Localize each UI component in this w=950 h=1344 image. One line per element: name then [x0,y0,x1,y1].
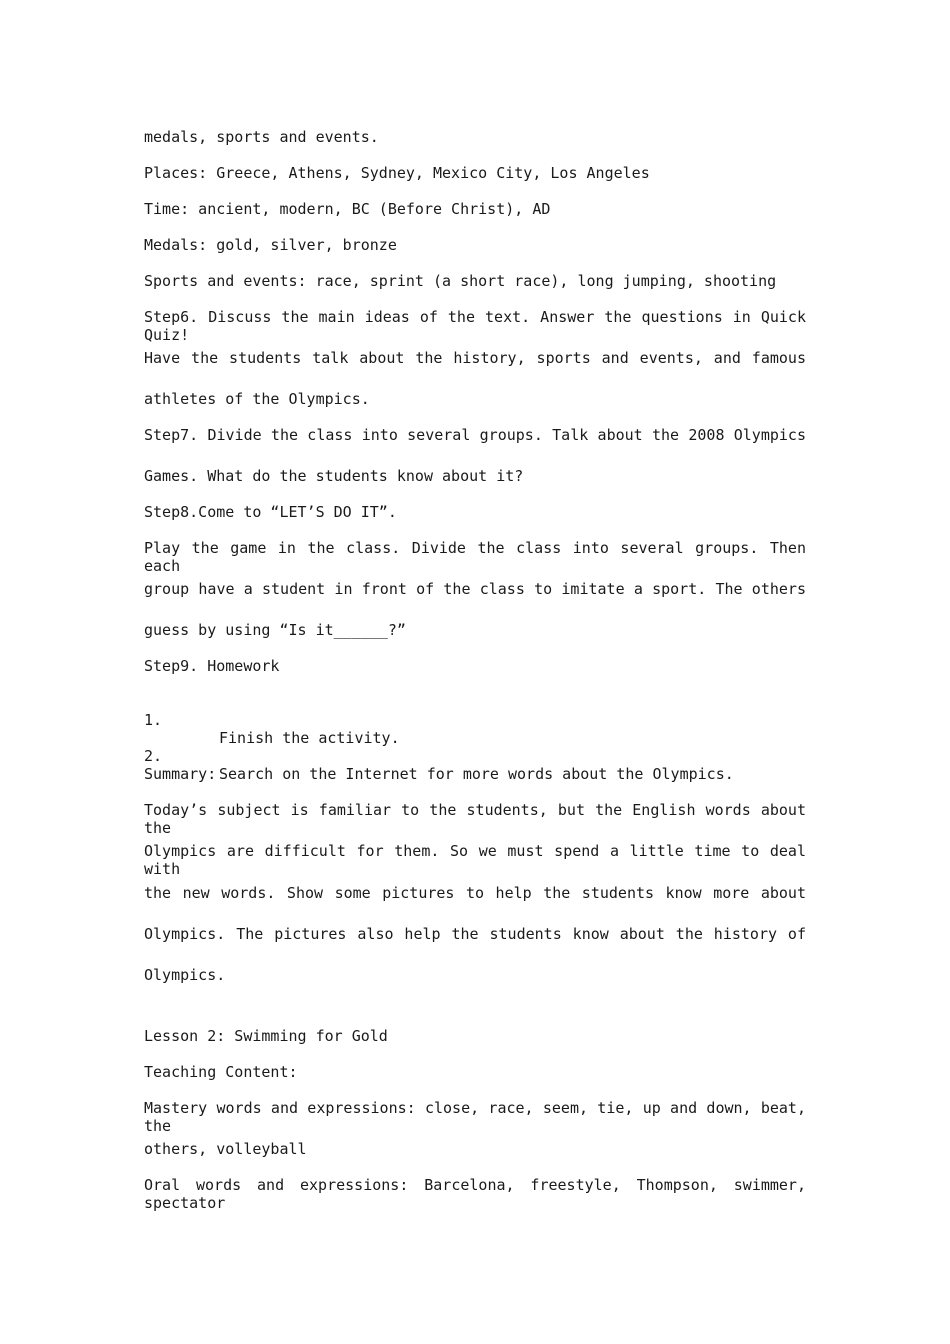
text-line: group have a student in front of the class to imitate a sport. The others [144,580,806,598]
text-line: Oral words and expressions: Barcelona, freestyle, Thompson, swimmer, spectator [144,1176,806,1212]
list-number: 1. [144,711,163,729]
text-line: Step7. Divide the class into several groups. Talk about the 2008 Olympics [144,426,806,444]
list-text: Finish the activity. [219,729,400,747]
text-line: Step6. Discuss the main ideas of the text. Answer the questions in Quick Quiz! [144,308,806,344]
text-line: others, volleyball [144,1140,307,1158]
text-line: Olympics. The pictures also help the students know about the history of [144,925,806,943]
text-line: guess by using “Is it______?” [144,621,406,639]
homework-item [144,729,806,801]
list-text: Search on the Internet for more words about the Olympics. [219,765,734,783]
text-line: Games. What do the students know about it? [144,467,524,485]
text-line: Time: ancient, modern, BC (Before Christ), AD [144,200,551,218]
text-line: Today’s subject is familiar to the students, but the English words about the [144,801,806,837]
text-line: Teaching Content: [144,1063,298,1081]
text-line: athletes of the Olympics. [144,390,370,408]
text-line: Summary: [144,765,217,783]
text-line: Sports and events: race, sprint (a short race), long jumping, shooting [144,272,777,290]
text-line: Mastery words and expressions: close, race, seem, tie, up and down, beat, the [144,1099,806,1135]
lesson-heading: Lesson 2: Swimming for Gold [144,1027,388,1045]
text-line: Medals: gold, silver, bronze [144,236,397,254]
text-line: Olympics. [144,966,226,984]
text-line: the new words. Show some pictures to help the students know more about [144,884,806,902]
text-line: Places: Greece, Athens, Sydney, Mexico City, Los Angeles [144,164,650,182]
text-line: medals, sports and events. [144,128,379,146]
text-line: Olympics are difficult for them. So we must spend a little time to deal with [144,842,806,878]
text-line: Step8.Come to “LET’S DO IT”. [144,503,397,521]
text-line: Have the students talk about the history, sports and events, and famous [144,349,806,367]
text-line: Play the game in the class. Divide the class into several groups. Then each [144,539,806,575]
text-line: Step9. Homework [144,657,280,675]
list-number: 2. [144,747,163,765]
